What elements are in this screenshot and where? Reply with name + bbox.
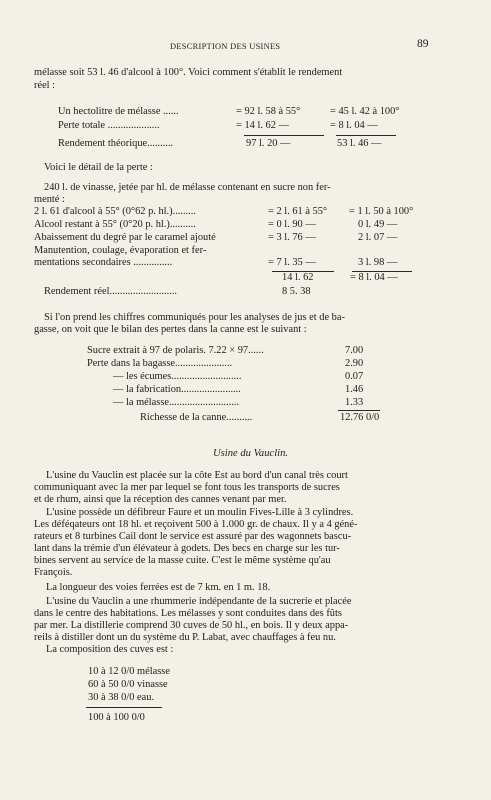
- table-rule: [244, 135, 324, 136]
- table-rule: [338, 410, 380, 411]
- juice-row-label: Sucre extrait à 97 de polaris. 7.22 × 97......: [87, 345, 264, 356]
- yield-row-value-a: = 92 l. 58 à 55°: [236, 106, 301, 117]
- intro-line-2: réel :: [34, 80, 56, 91]
- composition-row: 30 à 38 0/0 eau.: [88, 692, 155, 703]
- body-line: La longueur des voies ferrées est de 7 km. en 1 m. 18.: [46, 582, 271, 593]
- detail-heading: Voici le détail de la perte :: [44, 162, 153, 173]
- detail-row-label: Manutention, coulage, évaporation et fer-: [34, 245, 207, 256]
- running-title: DESCRIPTION DES USINES: [170, 42, 281, 51]
- table-rule: [336, 135, 396, 136]
- detail-row-label: mentations secondaires ...............: [34, 257, 173, 268]
- real-yield-value: 8 5. 38: [282, 286, 311, 297]
- juice-line-1: Si l'on prend les chiffres communiqués pour les analyses de jus et de ba-: [44, 312, 345, 323]
- detail-total-b: = 8 l. 04 —: [350, 272, 398, 283]
- yield-row-value-a: 97 l. 20 —: [246, 138, 291, 149]
- table-rule: [86, 707, 162, 708]
- juice-row-value: 1.33: [345, 397, 364, 408]
- intro-line-1: mélasse soit 53 l. 46 d'alcool à 100°. Voici comment s'établit le rendement: [34, 67, 343, 78]
- section-title: Usine du Vauclin.: [213, 448, 289, 459]
- body-line: et de rhum, ainsi que la réception des cannes venant par mer.: [34, 494, 287, 505]
- yield-row-label: Perte totale ....................: [58, 120, 160, 131]
- detail-line-2: menté :: [34, 194, 65, 205]
- composition-total: 100 à 100 0/0: [88, 712, 145, 723]
- juice-row-value: 7.00: [345, 345, 364, 356]
- detail-row-label: 2 l. 61 d'alcool à 55° (0°62 p. hl.).........: [34, 206, 196, 217]
- detail-row-value-a: = 0 l. 90 —: [268, 219, 316, 230]
- page-number: 89: [417, 38, 429, 50]
- body-line: communiquant avec la mer par lequel se font tous les transports de sucres: [34, 482, 340, 493]
- yield-row-value-b: = 8 l. 04 —: [330, 120, 378, 131]
- real-yield-label: Rendement réel..........................: [44, 286, 178, 297]
- juice-line-2: gasse, on voit que le bilan des pertes dans la canne est le suivant :: [34, 324, 307, 335]
- detail-row-value-a: = 7 l. 35 —: [268, 257, 316, 268]
- yield-row-label: Un hectolitre de mélasse ......: [58, 106, 179, 117]
- body-line: rateurs et 8 turbines Cail dont le service est assuré par des wagonnets bascu-: [34, 531, 352, 542]
- detail-row-label: Alcool restant à 55° (0°20 p. hl.)..........: [34, 219, 196, 230]
- yield-row-value-b: 53 l. 46 —: [337, 138, 382, 149]
- body-line: reils à distiller dont un du système du P. Labat, avec chauffages à feu nu.: [34, 632, 336, 643]
- detail-row-value-a: = 3 l. 76 —: [268, 232, 316, 243]
- yield-row-value-b: = 45 l. 42 à 100°: [330, 106, 400, 117]
- detail-row-label: Abaissement du degré par le caramel ajouté: [34, 232, 216, 243]
- juice-row-value: 1.46: [345, 384, 364, 395]
- body-line: dans le centre des habitations. Les mélasses y sont conduites dans des fûts: [34, 608, 342, 619]
- body-line: L'usine du Vauclin a une rhummerie indépendante de la sucrerie et placée: [46, 596, 352, 607]
- yield-row-value-a: = 14 l. 62 —: [236, 120, 289, 131]
- body-line: Les déféqateurs ont 18 hl. et reçoivent 500 à 1.000 gr. de chaux. Il y a 4 géné-: [34, 519, 358, 530]
- detail-row-value-b: = 1 l. 50 à 100°: [349, 206, 414, 217]
- detail-total-a: 14 l. 62: [282, 272, 314, 283]
- juice-row-label: — les écumes...........................: [113, 371, 242, 382]
- detail-row-value-b: 2 l. 07 —: [358, 232, 398, 243]
- juice-total-label: Richesse de la canne..........: [140, 412, 253, 423]
- body-line: L'usine du Vauclin est placée sur la côte Est au bord d'un canal très court: [46, 470, 348, 481]
- juice-row-value: 0.07: [345, 371, 364, 382]
- composition-row: 10 à 12 0/0 mélasse: [88, 666, 170, 677]
- yield-row-label: Rendement théorique..........: [58, 138, 174, 149]
- body-line: François.: [34, 567, 73, 578]
- juice-row-label: — la mélasse...........................: [113, 397, 240, 408]
- body-line: par mer. La distillerie comprend 30 cuves de 50 hl., en bois. Il y deux appa-: [34, 620, 349, 631]
- composition-row: 60 à 50 0/0 vinasse: [88, 679, 168, 690]
- body-line: L'usine possède un défibreur Faure et un moulin Fives-Lille à 3 cylindres.: [46, 507, 354, 518]
- detail-row-value-b: 3 l. 98 —: [358, 257, 398, 268]
- detail-row-value-a: = 2 l. 61 à 55°: [268, 206, 328, 217]
- body-line: La composition des cuves est :: [46, 644, 174, 655]
- detail-row-value-b: 0 l. 49 —: [358, 219, 398, 230]
- juice-row-label: Perte dans la bagasse......................: [87, 358, 233, 369]
- juice-row-value: 2.90: [345, 358, 364, 369]
- detail-line-1: 240 l. de vinasse, jetée par hl. de mélasse contenant en sucre non fer-: [44, 182, 331, 193]
- body-line: bines servent au service de la masse cuite. C'est le même système qu'au: [34, 555, 331, 566]
- body-line: lant dans la trémie d'un élévateur à godets. Des becs en charge sur les tur-: [34, 543, 340, 554]
- juice-row-label: — la fabrication.......................: [113, 384, 241, 395]
- juice-total-value: 12.76 0/0: [340, 412, 380, 423]
